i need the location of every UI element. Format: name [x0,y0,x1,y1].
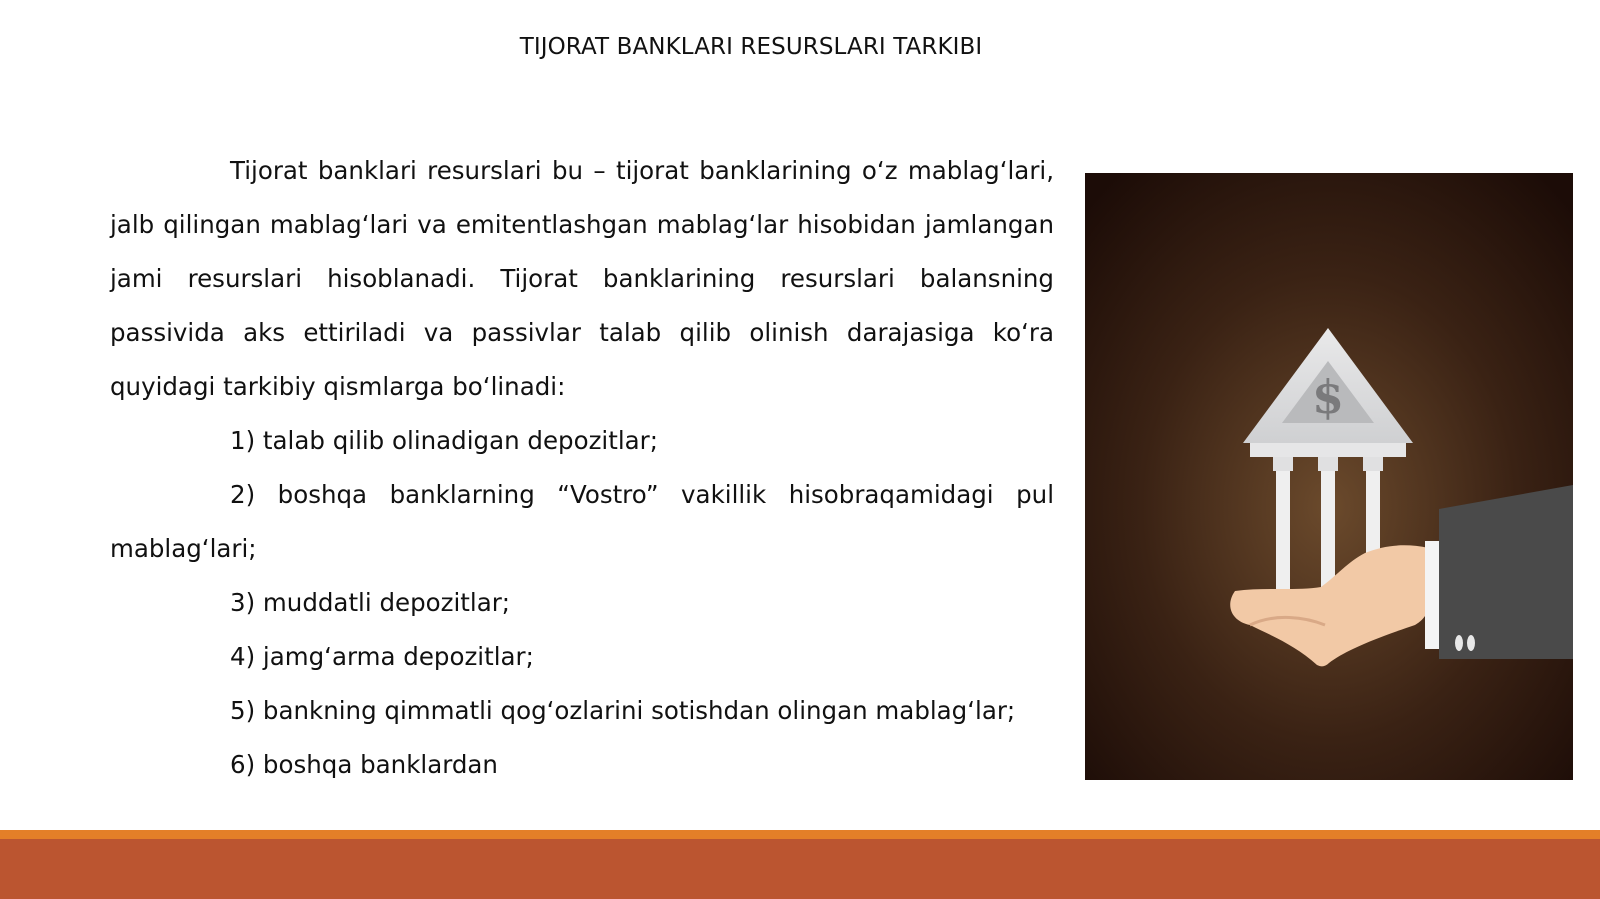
list-item: 2) boshqa banklarning “Vostro” vakillik hisobraqamidagi pul mablag‘lari; [110,480,1054,563]
suit-sleeve [1439,485,1573,659]
bank-in-hand-icon [1085,173,1573,780]
footer-accent-stripe [0,830,1600,839]
slide-title: TIJORAT BANKLARI RESURSLARI TARKIBI [519,34,983,60]
list-item: 3) muddatli depozitlar; [230,588,511,617]
shirt-cuff [1425,541,1439,649]
list-item: 4) jamg‘arma depozitlar; [230,642,534,671]
bank-beam [1250,443,1406,457]
list-item: 1) talab qilib olinadigan depozitlar; [230,426,658,455]
list-item: 5) bankning qimmatli qog‘ozlarini sotishdan olingan mablag‘lar; [230,696,1016,725]
bank-in-hand-illustration [1085,173,1573,780]
intro-paragraph: Tijorat banklari resurslari bu – tijorat banklarining o‘z mablag‘lari, jalb qilingan mablag‘lari va emitentlashgan mablag‘lar hisobidan jamlangan jami resurslari hisoblanadi. Tijorat banklarining resurslari balansning passivida aks ettiriladi va passivlar talab qilib olinish darajasiga ko‘ra quyidagi tarkibiy qismlarga bo‘linadi: [110,156,1054,401]
sleeve-button [1467,635,1475,651]
dollar-icon: $ [1311,370,1345,424]
bank-column [1276,471,1290,589]
list-item: 6) boshqa banklardan [230,750,498,779]
sleeve-button [1455,635,1463,651]
footer-bar [0,830,1600,899]
slide-body [110,144,1054,792]
bank-column [1321,471,1335,589]
